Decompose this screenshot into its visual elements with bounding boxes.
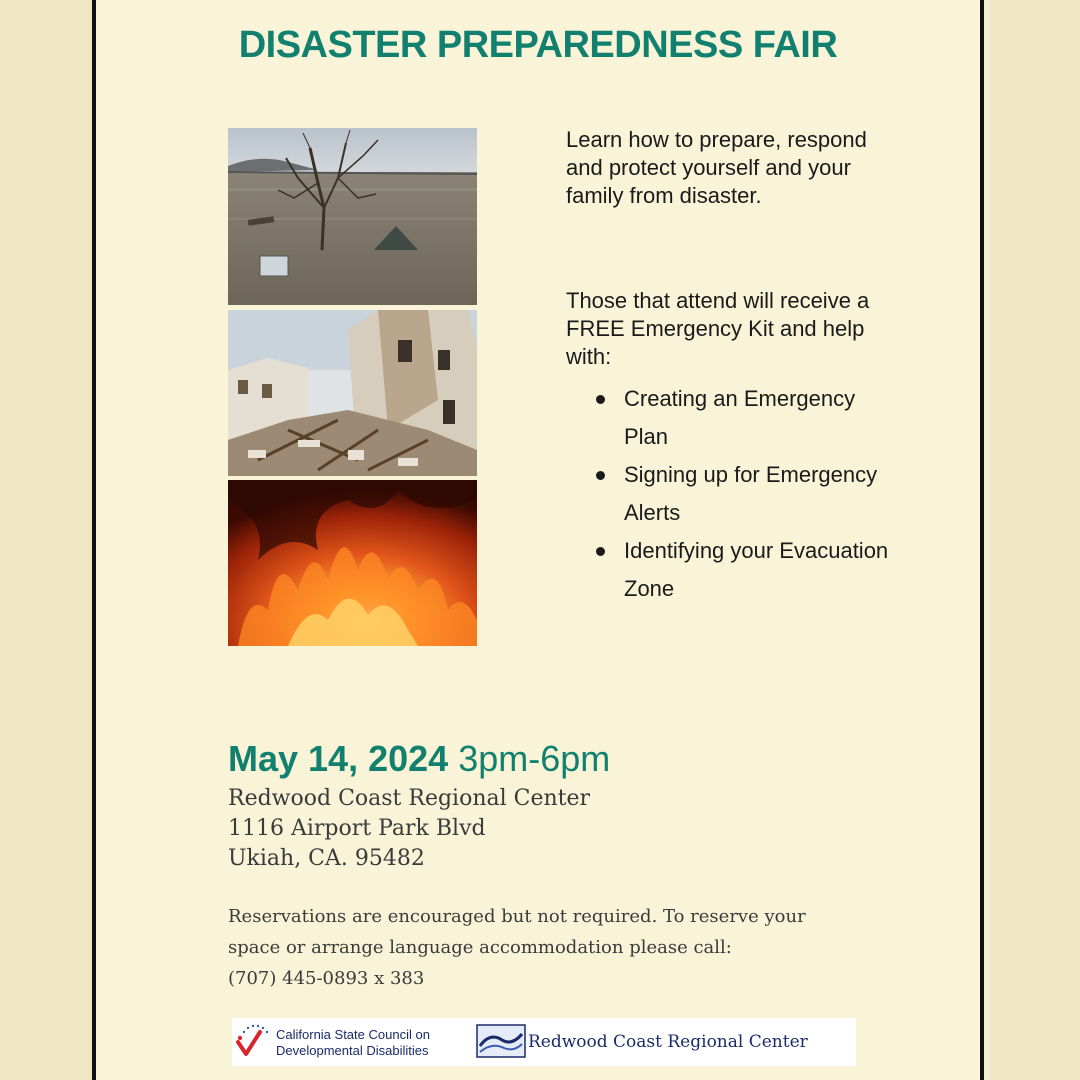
page-margin-right [990,0,1080,1080]
scdd-name-line-2: Developmental Disabilities [276,1043,429,1058]
bullet-icon [596,547,605,556]
event-address [228,784,590,874]
scdd-logo [232,1018,472,1066]
bullet-icon [596,395,605,404]
event-datetime [228,738,610,780]
list-item: Creating an Emergency Plan [594,380,894,456]
flyer [92,0,984,1080]
intro-text: Learn how to prepare, respond and protect yourself and your family from disaster. [566,127,867,208]
rcrc-name: Redwood Coast Regional Center [528,1032,808,1052]
list-item: Signing up for Emergency Alerts [594,456,894,532]
rcrc-wave-icon [476,1024,528,1058]
street-address: 1116 Airport Park Blvd [228,816,486,841]
city-state-zip: Ukiah, CA. 95482 [228,846,425,871]
earthquake-rubble-photo [228,310,477,476]
bullet-icon [596,471,605,480]
rcrc-logo [476,1018,856,1066]
event-time: 3pm-6pm [458,738,611,779]
reservation-line-1: Reservations are encouraged but not required. To reserve your [228,906,806,927]
phone-number: (707) 445-0893 x 383 [228,968,425,989]
reservation-line-2: space or arrange language accommodation please call: [228,937,732,958]
reservation-info [228,901,868,994]
venue-name: Redwood Coast Regional Center [228,786,591,811]
flood-photo [228,128,477,305]
scdd-check-icon [234,1022,274,1062]
sponsor-logos [232,1018,856,1066]
wildfire-photo [228,480,477,646]
page-margin-left [0,0,92,1080]
scdd-name-line-1: California State Council on [276,1027,430,1042]
help-list [594,380,894,608]
attend-text: Those that attend will receive a FREE Emergency Kit and help with: [566,288,870,369]
event-date: May 14, 2024 [228,738,449,779]
flyer-title: DISASTER PREPAREDNESS FAIR [238,24,838,66]
list-item: Identifying your Evacuation Zone [594,532,894,608]
